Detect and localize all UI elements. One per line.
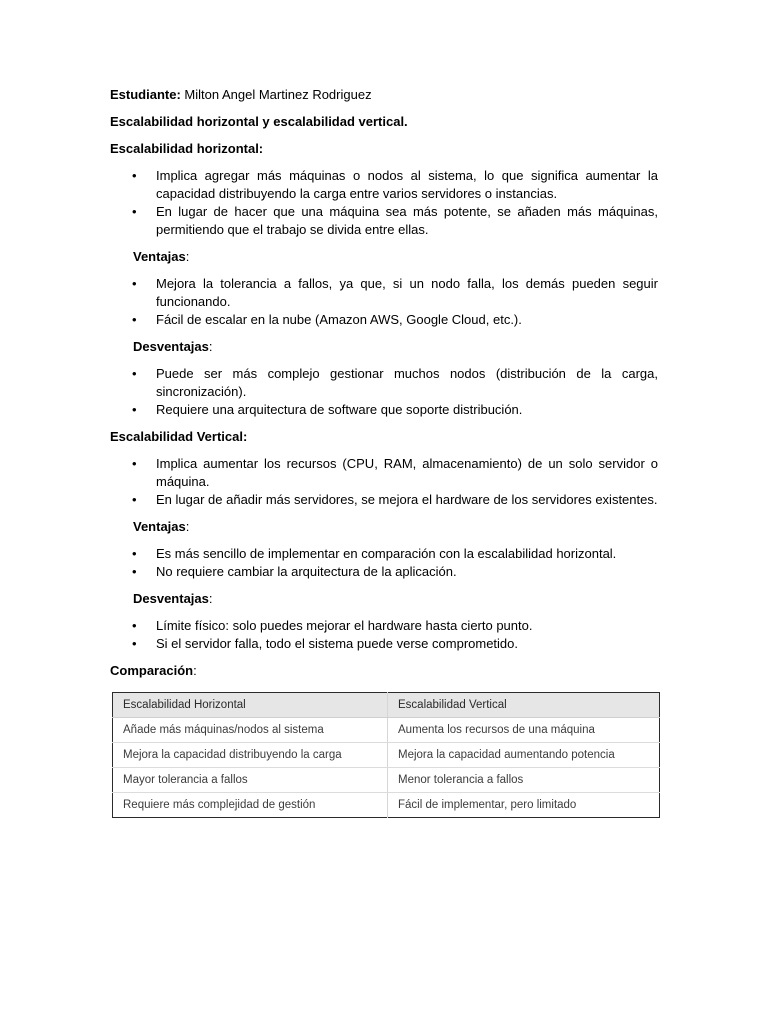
comparison-table — [112, 692, 660, 818]
column-header: Escalabilidad Horizontal — [113, 693, 388, 718]
table-cell: Aumenta los recursos de una máquina — [388, 718, 660, 743]
table-cell: Añade más máquinas/nodos al sistema — [113, 718, 388, 743]
comparison-label: Comparación: — [110, 663, 197, 678]
vertical-disadvantages-label: Desventajas: — [133, 591, 213, 606]
table-cell: Mejora la capacidad aumentando potencia — [388, 743, 660, 768]
table-row — [113, 793, 660, 818]
table-row — [113, 768, 660, 793]
table-cell: Menor tolerancia a fallos — [388, 768, 660, 793]
vertical-advantages — [110, 545, 658, 581]
list-item: • Es más sencillo de implementar en comparación con la escalabilidad horizontal. — [132, 546, 617, 561]
list-item: • No requiere cambiar la arquitectura de la aplicación. — [132, 564, 457, 579]
bullet-icon: • — [132, 564, 137, 579]
bullet-icon: • — [132, 312, 137, 327]
student-line — [110, 86, 658, 104]
horizontal-advantages-label: Ventajas: — [133, 249, 190, 264]
list-item: • En lugar de hacer que una máquina sea más potente, se añaden más máquinas, permitiendo que el trabajo se divida entre ellas. — [132, 204, 658, 237]
list-item: • Requiere una arquitectura de software que soporte distribución. — [132, 402, 523, 417]
horizontal-heading: Escalabilidad horizontal: — [110, 141, 264, 156]
table-cell: Fácil de implementar, pero limitado — [398, 799, 577, 811]
list-item: • Mejora la tolerancia a fallos, ya que, si un nodo falla, los demás pueden seguir funcionando. — [132, 276, 658, 309]
list-item: • Implica aumentar los recursos (CPU, RAM, almacenamiento) de un solo servidor o máquina. — [132, 456, 658, 489]
bullet-icon: • — [132, 168, 137, 183]
list-item: • En lugar de añadir más servidores, se mejora el hardware de los servidores existentes. — [132, 492, 658, 507]
bullet-icon: • — [132, 276, 137, 291]
vertical-heading: Escalabilidad Vertical: — [110, 429, 248, 444]
table-cell: Mayor tolerancia a fallos — [113, 768, 388, 793]
list-item: • Puede ser más complejo gestionar muchos nodos (distribución de la carga, sincronización). — [132, 366, 658, 399]
table-cell: Mejora la capacidad distribuyendo la carga — [113, 743, 388, 768]
horizontal-bullets — [110, 167, 658, 239]
list-item: • Límite físico: solo puedes mejorar el hardware hasta cierto punto. — [132, 618, 533, 633]
vertical-bullets — [110, 455, 658, 509]
horizontal-advantages — [110, 275, 658, 329]
bullet-icon: • — [132, 546, 137, 561]
table-header-row — [113, 693, 660, 718]
document-body — [110, 86, 658, 689]
student-label: Estudiante: — [110, 87, 181, 102]
bullet-icon: • — [132, 456, 137, 471]
list-item: • Fácil de escalar en la nube (Amazon AWS, Google Cloud, etc.). — [132, 312, 522, 327]
vertical-advantages-label: Ventajas: — [133, 519, 190, 534]
horizontal-disadvantages-label: Desventajas: — [133, 339, 213, 354]
bullet-icon: • — [132, 402, 137, 417]
table-row — [113, 718, 660, 743]
student-name: Milton Angel Martinez Rodriguez — [184, 87, 372, 102]
vertical-disadvantages — [110, 617, 658, 653]
bullet-icon: • — [132, 618, 137, 633]
list-item: • Implica agregar más máquinas o nodos al sistema, lo que significa aumentar la capacidad distribuyendo la carga entre varios servidores o instancias. — [132, 168, 658, 201]
bullet-icon: • — [132, 492, 137, 507]
horizontal-disadvantages — [110, 365, 658, 419]
bullet-icon: • — [132, 204, 137, 219]
table-cell: Requiere más complejidad de gestión — [113, 793, 388, 818]
bullet-icon: • — [132, 636, 137, 651]
column-header: Escalabilidad Vertical — [388, 693, 660, 718]
bullet-icon: • — [132, 366, 137, 381]
table-row — [113, 743, 660, 768]
document-title: Escalabilidad horizontal y escalabilidad vertical. — [110, 114, 408, 129]
list-item: • Si el servidor falla, todo el sistema puede verse comprometido. — [132, 636, 519, 651]
